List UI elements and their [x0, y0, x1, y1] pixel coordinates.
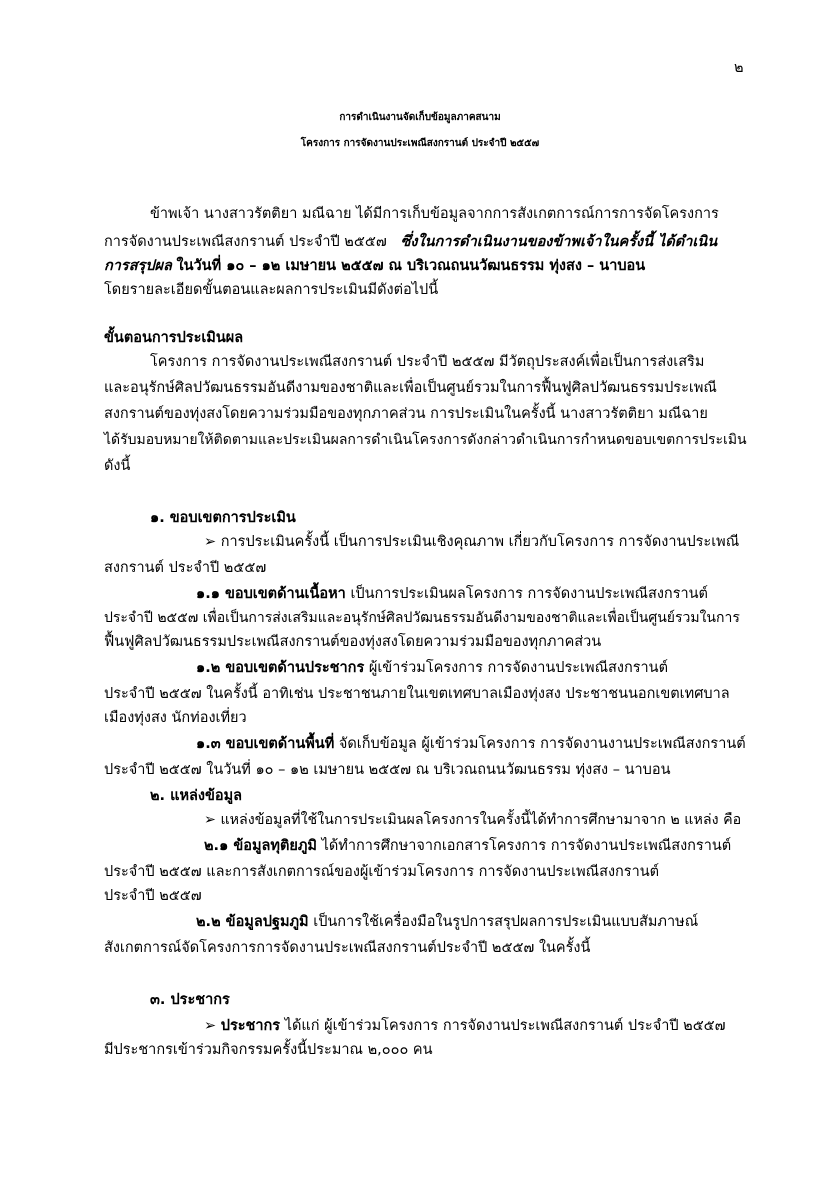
section-2-heading: ๒. แหล่งข้อมูล: [150, 788, 243, 804]
intro-line-3: [104, 256, 645, 276]
section-1-2-line-1: [196, 658, 668, 678]
steps-heading: ขั้นตอนการประเมินผล: [104, 330, 244, 346]
section-3-label: ประชากร: [220, 1018, 281, 1034]
section-1-2-text: ผู้เข้าร่วมโครงการ การจัดงานประเพณีสงกรานต์: [368, 660, 668, 676]
intro-line-2-text: การจัดงานประเพณีสงกรานต์ ประจำปี ๒๕๕๗: [104, 234, 387, 250]
steps-line-4: ได้รับมอบหมายให้ติดตามและประเมินผลการดำเนินโครงการดังกล่าวดำเนินการกำหนดขอบเขตการประเมิน: [104, 432, 747, 448]
section-1-bullet-text: การประเมินครั้งนี้ เป็นการประเมินเชิงคุณภาพ เกี่ยวกับโครงการ การจัดงานประเพณี: [220, 534, 740, 550]
section-1-2-label: ๑.๒ ขอบเขตด้านประชากร: [196, 660, 365, 676]
section-2-bullet-text: แหล่งข้อมูลที่ใช้ในการประเมินผลโครงการในครั้งนี้ได้ทำการศึกษามาจาก ๒ แหล่ง คือ: [220, 812, 742, 828]
arrow-bullet-icon: ➢: [204, 1018, 217, 1034]
section-3-heading: ๓. ประชากร: [150, 992, 230, 1008]
section-1-2-line-3: เมืองทุ่งสง นักท่องเที่ยว: [104, 710, 247, 726]
arrow-bullet-icon: ➢: [204, 812, 216, 828]
steps-line-3: สงกรานต์ของทุ่งสงโดยความร่วมมือของทุกภาคส่วน การประเมินในครั้งนี้ นางสาวรัตติยา มณีฉาย: [104, 406, 708, 422]
section-3-text: ได้แก่ ผู้เข้าร่วมโครงการ การจัดงานประเพณีสงกรานต์ ประจำปี ๒๕๕๗: [284, 1018, 726, 1034]
section-1-3-text: จัดเก็บข้อมูล ผู้เข้าร่วมโครงการ การจัดงานงานประเพณีสงกรานต์: [338, 736, 746, 752]
section-1-3-label: ๑.๓ ขอบเขตด้านพื้นที่: [196, 736, 335, 752]
section-3-line-2: มีประชากรเข้าร่วมกิจกรรมครั้งนี้ประมาณ ๒,๐๐๐ คน: [104, 1042, 433, 1058]
intro-line-3-emphasis: การสรุปผล: [104, 258, 172, 274]
steps-line-1: โครงการ การจัดงานประเพณีสงกรานต์ ประจำปี ๒๕๕๗ มีวัตถุประสงค์เพื่อเป็นการส่งเสริม: [150, 354, 705, 370]
section-1-bullet: [204, 532, 739, 552]
section-3-bullet: [204, 1016, 726, 1036]
section-1-1-line-1: [196, 584, 708, 604]
title-line-1: การดำเนินงานจัดเก็บข้อมูลภาคสนาม: [339, 112, 501, 123]
section-1-1-line-2: ประจำปี ๒๕๕๗ เพื่อเป็นการส่งเสริมและอนุรักษ์ศิลปวัฒนธรรมอันดีงามของชาติและเพื่อเป็นศูนย์รวมในการ: [104, 610, 740, 626]
arrow-bullet-icon: ➢: [204, 534, 217, 550]
section-1-heading: ๑. ขอบเขตการประเมิน: [150, 510, 296, 526]
section-2-1-line-2: ประจำปี ๒๕๕๗ และการสังเกตการณ์ของผู้เข้าร่วมโครงการ การจัดงานประเพณีสงกรานต์: [104, 864, 660, 880]
title-line-2: โครงการ การจัดงานประเพณีสงกรานต์ ประจำปี ๒๕๕๗: [300, 138, 540, 149]
steps-line-5: ดังนี้: [104, 458, 131, 474]
section-2-2-label: ๒.๒ ข้อมูลปฐมภูมิ: [196, 914, 309, 930]
section-1-3-line-2: ประจำปี ๒๕๕๗ ในวันที่ ๑๐ – ๑๒ เมษายน ๒๕๕๗ ณ บริเวณถนนวัฒนธรรม ทุ่งสง – นาบอน: [104, 762, 671, 778]
intro-line-3-date-place: ในวันที่ ๑๐ – ๑๒ เมษายน ๒๕๕๗ ณ บริเวณถนนวัฒนธรรม ทุ่งสง – นาบอน: [176, 258, 646, 274]
steps-line-2: และอนุรักษ์ศิลปวัฒนธรรมอันดีงามของชาติและเพื่อเป็นศูนย์รวมในการฟื้นฟูศิลปวัฒนธรรมประเพณี: [104, 380, 717, 396]
intro-line-2: [104, 232, 717, 252]
section-2-1-line-3: ประจำปี ๒๕๕๗: [104, 888, 202, 904]
intro-line-1: ข้าพเจ้า นางสาวรัตติยา มณีฉาย ได้มีการเก็บข้อมูลจากการสังเกตการณ์การการจัดโครงการ: [150, 206, 719, 222]
section-2-2-line-1: [196, 912, 698, 932]
section-1-3-line-1: [196, 734, 746, 754]
section-1-1-text: เป็นการประเมินผลโครงการ การจัดงานประเพณีสงกรานต์: [350, 586, 708, 602]
page-number: ๒: [734, 60, 744, 76]
section-1-1-line-3: ฟื้นฟูศิลปวัฒนธรรมประเพณีสงกรานต์ของทุ่งสงโดยความร่วมมือของทุกภาคส่วน: [104, 634, 602, 650]
section-2-2-line-2: สังเกตการณ์จัดโครงการการจัดงานประเพณีสงกรานต์ประจำปี ๒๕๕๗ ในครั้งนี้: [104, 940, 591, 956]
section-1-bullet-line-2: สงกรานต์ ประจำปี ๒๕๕๗: [104, 560, 267, 576]
section-2-2-text: เป็นการใช้เครื่องมือในรูปการสรุปผลการประเมินแบบสัมภาษณ์: [313, 914, 699, 930]
section-2-1-line-1: [204, 836, 731, 856]
section-1-1-label: ๑.๑ ขอบเขตด้านเนื้อหา: [196, 586, 346, 602]
intro-line-2-emphasis: ซึ่งในการดำเนินงานของข้าพเจ้าในครั้งนี้ ได้ดำเนิน: [400, 234, 718, 250]
section-2-1-label: ๒.๑ ข้อมูลทุติยภูมิ: [204, 838, 317, 854]
intro-line-4: โดยรายละเอียดขั้นตอนและผลการประเมินมีดังต่อไปนี้: [104, 282, 439, 298]
section-1-2-line-2: ประจำปี ๒๕๕๗ ในครั้งนี้ อาทิเช่น ประชาชนภายในเขตเทศบาลเมืองทุ่งสง ประชาชนนอกเขตเทศบาล: [104, 686, 730, 702]
section-2-bullet: [204, 810, 741, 830]
section-2-1-text: ได้ทำการศึกษาจากเอกสารโครงการ การจัดงานประเพณีสงกรานต์: [321, 838, 732, 854]
